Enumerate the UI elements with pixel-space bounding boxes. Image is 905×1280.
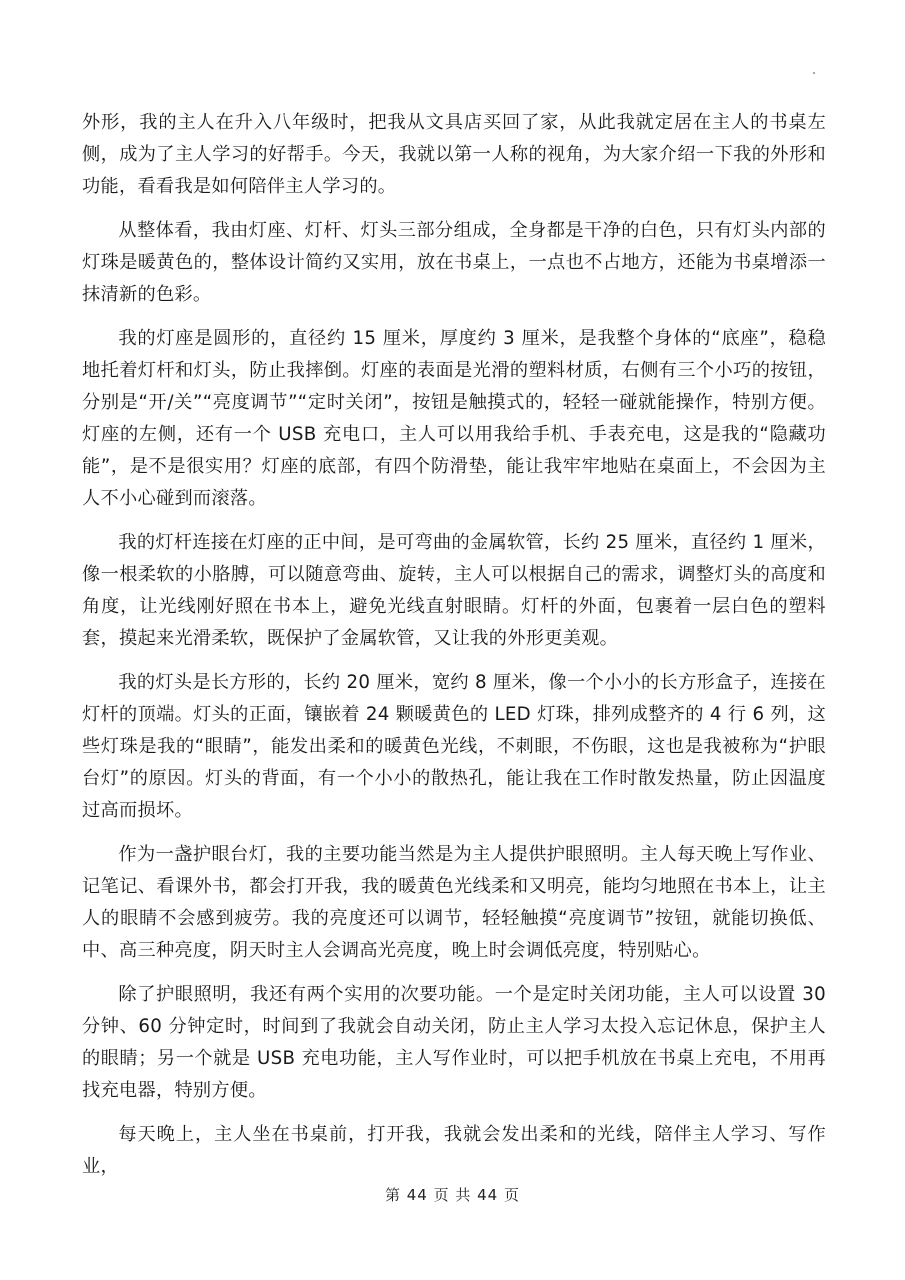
- paragraph-7: 除了护眼照明，我还有两个实用的次要功能。一个是定时关闭功能，主人可以设置 30 分钟、60 分钟定时，时间到了我就会自动关闭，防止主人学习太投入忘记休息，保护主人的眼睛；另一个就是 USB 充电功能，主人写作业时，可以把手机放在书桌上充电，不用再找充电器，特别方便。: [82, 984, 826, 1101]
- paragraph-5: 我的灯头是长方形的，长约 20 厘米，宽约 8 厘米，像一个小小的长方形盒子，连接在灯杆的顶端。灯头的正面，镶嵌着 24 颗暖黄色的 LED 灯珠，排列成整齐的 4 行 6 列，这些灯珠是我的“眼睛”，能发出柔和的暖黄色光线，不刺眼，不伤眼，这也是我被称为“护眼台灯”的原因。灯头的背面，有一个小小的散热孔，能让我在工作时散发热量，防止因温度过高而损坏。: [82, 672, 826, 821]
- scan-dot: [813, 72, 815, 74]
- paragraph-4: 我的灯杆连接在灯座的正中间，是可弯曲的金属软管，长约 25 厘米，直径约 1 厘米，像一根柔软的小胳膊，可以随意弯曲、旋转，主人可以根据自己的需求，调整灯头的高度和角度，让光线刚好照在书本上，避免光线直射眼睛。灯杆的外面，包裹着一层白色的塑料套，摸起来光滑柔软，既保护了金属软管，又让我的外形更美观。: [82, 532, 826, 649]
- paragraph-2: 从整体看，我由灯座、灯杆、灯头三部分组成，全身都是干净的白色，只有灯头内部的灯珠是暖黄色的，整体设计简约又实用，放在书桌上，一点也不占地方，还能为书桌增添一抹清新的色彩。: [82, 220, 826, 305]
- paragraph-3: 我的灯座是圆形的，直径约 15 厘米，厚度约 3 厘米，是我整个身体的“底座”，稳稳地托着灯杆和灯头，防止我摔倒。灯座的表面是光滑的塑料材质，右侧有三个小巧的按钮，分别是“开/关”“亮度调节”“定时关闭”，按钮是触摸式的，轻轻一碰就能操作，特别方便。灯座的左侧，还有一个 USB 充电口，主人可以用我给手机、手表充电，这是我的“隐藏功能”，是不是很实用？灯座的底部，有四个防滑垫，能让我牢牢地贴在桌面上，不会因为主人不小心碰到而滚落。: [82, 328, 826, 509]
- paragraph-6: 作为一盏护眼台灯，我的主要功能当然是为主人提供护眼照明。主人每天晚上写作业、记笔记、看课外书，都会打开我，我的暖黄色光线柔和又明亮，能均匀地照在书本上，让主人的眼睛不会感到疲劳。我的亮度还可以调节，轻轻触摸“亮度调节”按钮，就能切换低、中、高三种亮度，阴天时主人会调高光亮度，晚上时会调低亮度，特别贴心。: [82, 844, 826, 961]
- paragraph-1: 外形，我的主人在升入八年级时，把我从文具店买回了家，从此我就定居在主人的书桌左侧，成为了主人学习的好帮手。今天，我就以第一人称的视角，为大家介绍一下我的外形和功能，看看我是如何陪伴主人学习的。: [82, 112, 826, 197]
- paragraph-8: 每天晚上，主人坐在书桌前，打开我，我就会发出柔和的光线，陪伴主人学习、写作业，: [82, 1124, 826, 1177]
- page-number-footer: 第 44 页 共 44 页: [384, 1186, 520, 1204]
- body-text: [82, 107, 826, 1195]
